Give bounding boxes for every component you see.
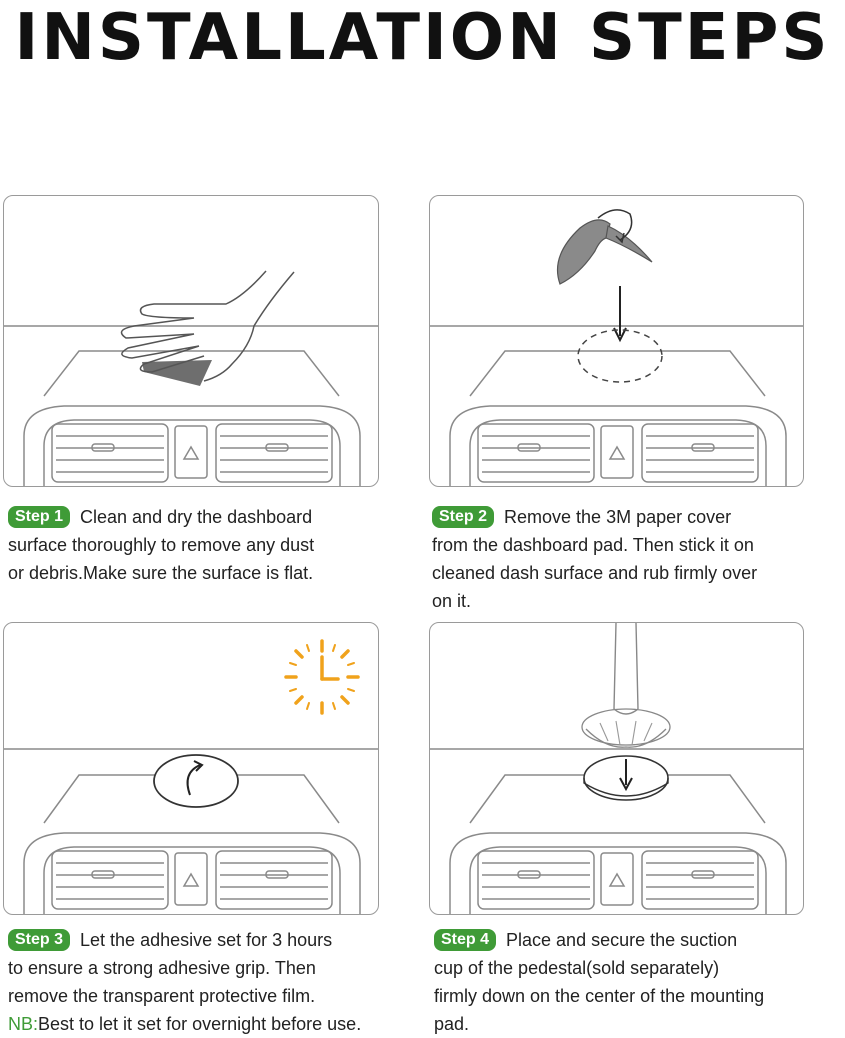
step-3-line-3: remove the transparent protective film. [8, 986, 316, 1006]
hand-wiping-icon [122, 271, 295, 386]
suction-cup-icon [582, 623, 670, 800]
step-3-illustration [3, 622, 379, 915]
step-4-line-4: pad. [434, 1014, 470, 1034]
nb-label: NB: [8, 1014, 39, 1034]
step-1-line-1: Clean and dry the dashboard [80, 507, 313, 527]
step-2-badge: Step 2 [432, 506, 494, 528]
dashboard-illustration [430, 623, 804, 915]
step-1-badge: Step 1 [8, 506, 70, 528]
step-1-line-3: or debris.Make sure the surface is flat. [8, 563, 314, 583]
step-2-line-2: from the dashboard pad. Then stick it on [432, 535, 754, 555]
step-2-caption [432, 503, 832, 615]
dashboard-illustration [430, 196, 804, 487]
step-3-badge: Step 3 [8, 929, 70, 951]
step-2-line-4: on it. [432, 591, 472, 611]
step-3-note [8, 1010, 408, 1038]
step-4-illustration [429, 622, 804, 915]
step-3-line-1: Let the adhesive set for 3 hours [80, 930, 333, 950]
step-3-caption [8, 926, 408, 1038]
nb-text: Best to let it set for overnight before use. [38, 1014, 362, 1034]
adhesive-disc-icon [154, 755, 238, 807]
step-2-line-3: cleaned dash surface and rub firmly over [432, 563, 758, 583]
step-1-caption [8, 503, 388, 587]
step-3-line-2: to ensure a strong adhesive grip. Then [8, 958, 316, 978]
step-4-line-3: firmly down on the center of the mounting [434, 986, 765, 1006]
step-4-line-1: Place and secure the suction [506, 930, 738, 950]
step-4-caption [434, 926, 834, 1038]
step-4-badge: Step 4 [434, 929, 496, 951]
step-1-line-2: surface thoroughly to remove any dust [8, 535, 315, 555]
page-title: INSTALLATION STEPS [14, 1, 831, 75]
clock-icon [286, 641, 358, 713]
dashboard-illustration [4, 623, 379, 915]
dashboard-illustration [4, 196, 379, 487]
step-2-illustration [429, 195, 804, 487]
step-1-illustration [3, 195, 379, 487]
step-2-line-1: Remove the 3M paper cover [504, 507, 732, 527]
step-4-line-2: cup of the pedestal(sold separately) [434, 958, 720, 978]
adhesive-pad-icon [558, 210, 663, 382]
